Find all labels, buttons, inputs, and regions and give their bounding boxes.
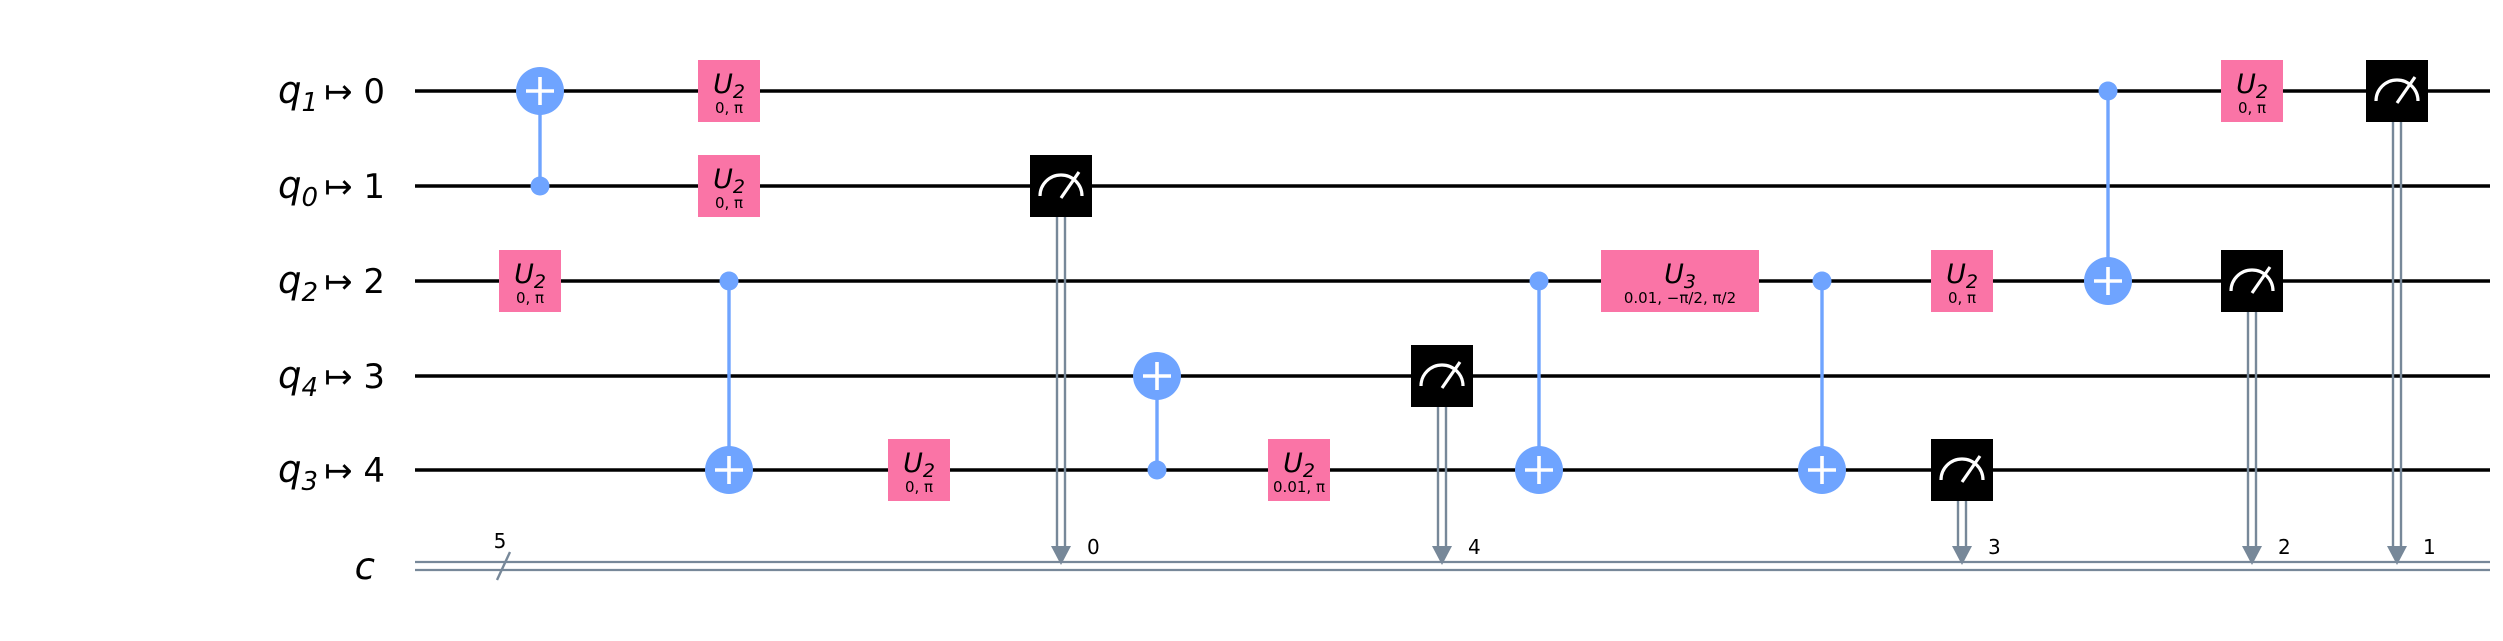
measure-cbit-index: 3 xyxy=(1988,535,2001,559)
u-gate-sub: 2 xyxy=(922,460,935,482)
qubit-sub: 4 xyxy=(301,373,319,403)
u-gate-8 xyxy=(1268,439,1330,501)
u-gate-name: U xyxy=(1283,448,1303,479)
measure-cbit-index: 4 xyxy=(1468,535,1481,559)
qubit-reg: q xyxy=(278,164,302,207)
wire-labels xyxy=(278,69,385,497)
qubit-label-1 xyxy=(278,164,385,213)
qubit-sub: 1 xyxy=(301,88,319,118)
u-gate-name: U xyxy=(1664,259,1684,290)
cnot-gate-15 xyxy=(2084,82,2132,306)
u-gate-params: 0.01, −π/2, π/2 xyxy=(1623,289,1737,307)
qubit-reg: q xyxy=(278,69,302,112)
u-gate-name: U xyxy=(2236,69,2256,100)
qubit-map: ↦ 3 xyxy=(324,357,385,397)
cnot-control-dot xyxy=(1813,272,1832,291)
qubit-map: ↦ 4 xyxy=(324,451,385,491)
cnot-control-dot xyxy=(1148,461,1167,480)
qubit-label-2 xyxy=(278,259,385,308)
u-gate-sub: 2 xyxy=(533,271,546,293)
measure-gate-9 xyxy=(1411,345,1481,565)
u-gate-params: 0, π xyxy=(1947,289,1977,307)
qubit-map: ↦ 2 xyxy=(324,262,385,302)
cnot-gate-10 xyxy=(1515,272,1563,495)
u-gate-name: U xyxy=(713,69,733,100)
u-gate-params: 0.01, π xyxy=(1273,478,1325,496)
u-gate-13 xyxy=(1931,250,1993,312)
qubit-map: ↦ 0 xyxy=(324,72,385,112)
qubit-map: ↦ 1 xyxy=(324,167,385,207)
qubit-label-4 xyxy=(278,448,385,497)
cnot-gate-12 xyxy=(1798,272,1846,495)
qubit-label-3 xyxy=(278,354,385,403)
u-gate-2 xyxy=(698,60,760,122)
measure-box xyxy=(2366,60,2428,122)
measure-gate-6 xyxy=(1030,155,1100,565)
cnot-control-dot xyxy=(1530,272,1549,291)
cnot-control-dot xyxy=(531,177,550,196)
u-gate-name: U xyxy=(514,259,534,290)
measure-box xyxy=(2221,250,2283,312)
u-gate-sub: 2 xyxy=(732,81,745,103)
measure-gate-17 xyxy=(2221,250,2291,565)
measure-gate-18 xyxy=(2366,60,2436,565)
u-gate-sub: 2 xyxy=(1302,460,1315,482)
u-gate-name: U xyxy=(903,448,923,479)
u-gate-sub: 2 xyxy=(2255,81,2268,103)
classical-bus-slash xyxy=(497,552,510,580)
qubit-reg: q xyxy=(278,448,302,491)
cnot-gate-0 xyxy=(516,67,564,196)
measure-gate-14 xyxy=(1931,439,2001,565)
qubit-sub: 0 xyxy=(301,183,319,213)
u-gate-sub: 3 xyxy=(1683,271,1696,293)
cnot-gate-7 xyxy=(1133,352,1181,480)
u-gate-5 xyxy=(888,439,950,501)
cnot-control-dot xyxy=(720,272,739,291)
qubit-sub: 2 xyxy=(301,278,319,308)
u-gate-params: 0, π xyxy=(2237,99,2267,117)
u-gate-params: 0, π xyxy=(714,99,744,117)
measure-box xyxy=(1931,439,1993,501)
u-gate-11 xyxy=(1601,250,1759,312)
measure-cbit-index: 0 xyxy=(1087,535,1100,559)
measure-box xyxy=(1411,345,1473,407)
u-gate-sub: 2 xyxy=(732,176,745,198)
qubit-reg: q xyxy=(278,259,302,302)
measure-box xyxy=(1030,155,1092,217)
u-gate-3 xyxy=(698,155,760,217)
classical-size: 5 xyxy=(493,529,507,553)
cnot-gate-4 xyxy=(705,272,753,495)
u-gate-sub: 2 xyxy=(1965,271,1978,293)
classical-label: c xyxy=(354,545,375,588)
qubit-reg: q xyxy=(278,354,302,397)
u-gate-params: 0, π xyxy=(515,289,545,307)
cnot-control-dot xyxy=(2099,82,2118,101)
u-gate-params: 0, π xyxy=(714,194,744,212)
measure-cbit-index: 2 xyxy=(2278,535,2291,559)
measure-cbit-index: 1 xyxy=(2423,535,2436,559)
u-gate-1 xyxy=(499,250,561,312)
u-gate-params: 0, π xyxy=(904,478,934,496)
u-gate-name: U xyxy=(1946,259,1966,290)
u-gate-16 xyxy=(2221,60,2283,122)
qubit-sub: 3 xyxy=(301,467,319,497)
qubit-label-0 xyxy=(278,69,385,118)
u-gate-name: U xyxy=(713,164,733,195)
